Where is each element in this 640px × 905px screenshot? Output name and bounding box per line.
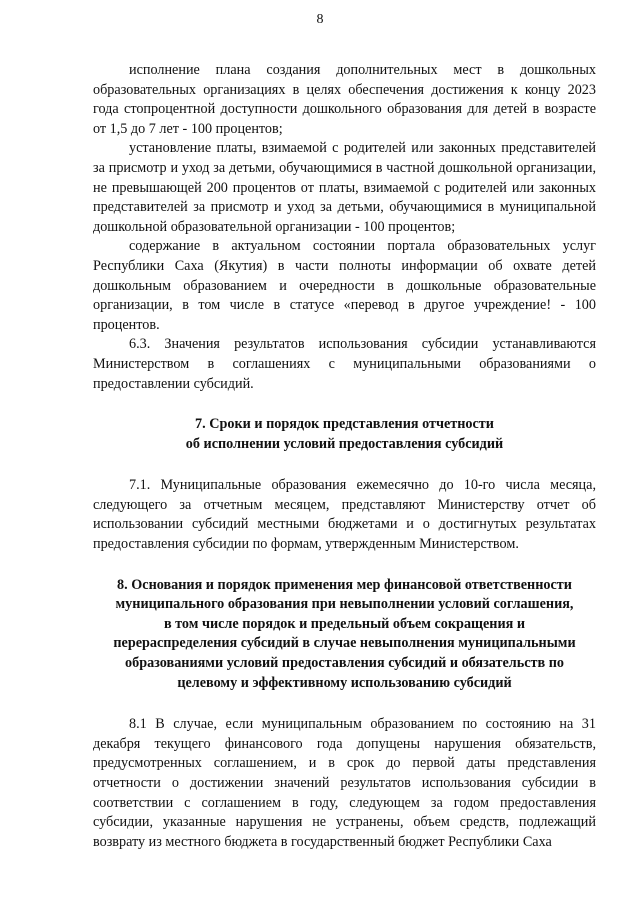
section-8-title-line: в том числе порядок и предельный объем сокращения и [163, 615, 526, 632]
paragraph-6-3: 6.3. Значения результатов использования субсидии устанавливаются Министерством в соглашениях с муниципальными образованиями о предоставлении субсидий. [93, 336, 596, 392]
section-8-title-line: 8. Основания и порядок применения мер финансовой ответственности [117, 576, 572, 593]
section-7-title-line: 7. Сроки и порядок представления отчетности [195, 416, 494, 433]
paragraph-parent-fee: установление платы, взимаемой с родителей или законных представителей за присмотр и уход за детьми, обучающимися в частной дошкольной организации, не превышающей 200 процентов от платы, взимаемой с родителей или законных представителей за присмотр и уход за детьми, обучающимися в муниципальной дошкольной образовательной организации - 100 процентов; [93, 140, 596, 235]
paragraph-8-1: 8.1 В случае, если муниципальным образованием по состоянию на 31 декабря текущего финансового года допущены нарушения обязательств, предусмотренных соглашением, и в срок до первой даты представления отчетности о достижении значений результатов использования субсидии в соответствии с соглашением в году, следующем за годом предоставления субсидии, указанные нарушения не устранены, объем средств, подлежащий возврату из местного бюджета в государственный бюджет Республики Саха [93, 716, 596, 850]
section-7-title [93, 415, 596, 454]
section-8-title-line: муниципального образования при невыполнении условий соглашения, [115, 596, 574, 613]
section-8-title-line: образованиями условий предоставления субсидий и обязательств по [125, 655, 564, 672]
paragraph-capacity-plan: исполнение плана создания дополнительных мест в дошкольных образовательных организациях в целях обеспечения достижения к концу 2023 года стопроцентной доступности дошкольного образования для детей в возрасте от 1,5 до 7 лет - 100 процентов; [93, 62, 596, 137]
page-number: 8 [316, 12, 324, 27]
paragraph-services-portal: содержание в актуальном состоянии портала образовательных услуг Республики Саха (Якутия) в части полноты информации об охвате детей дошкольным образованием и очередности в дошкольные образовательные организации, в том числе в статусе «перевод в другое учреждение! - 100 процентов. [93, 238, 596, 333]
section-7-title-line: об исполнении условий предоставления субсидий [185, 435, 504, 452]
section-8-title [93, 576, 596, 694]
paragraph-7-1: 7.1. Муниципальные образования ежемесячно до 10-го числа месяца, следующего за отчетным месяцем, представляют Министерству отчет об использовании субсидий местными бюджетами и о достигнутых результатах предоставления субсидии по формам, утвержденным Министерством. [93, 477, 596, 553]
document-body [93, 61, 596, 852]
section-8-title-line: перераспределения субсидий в случае невыполнения муниципальными [113, 635, 576, 652]
section-8-title-line: целевому и эффективному использованию субсидий [177, 674, 512, 691]
